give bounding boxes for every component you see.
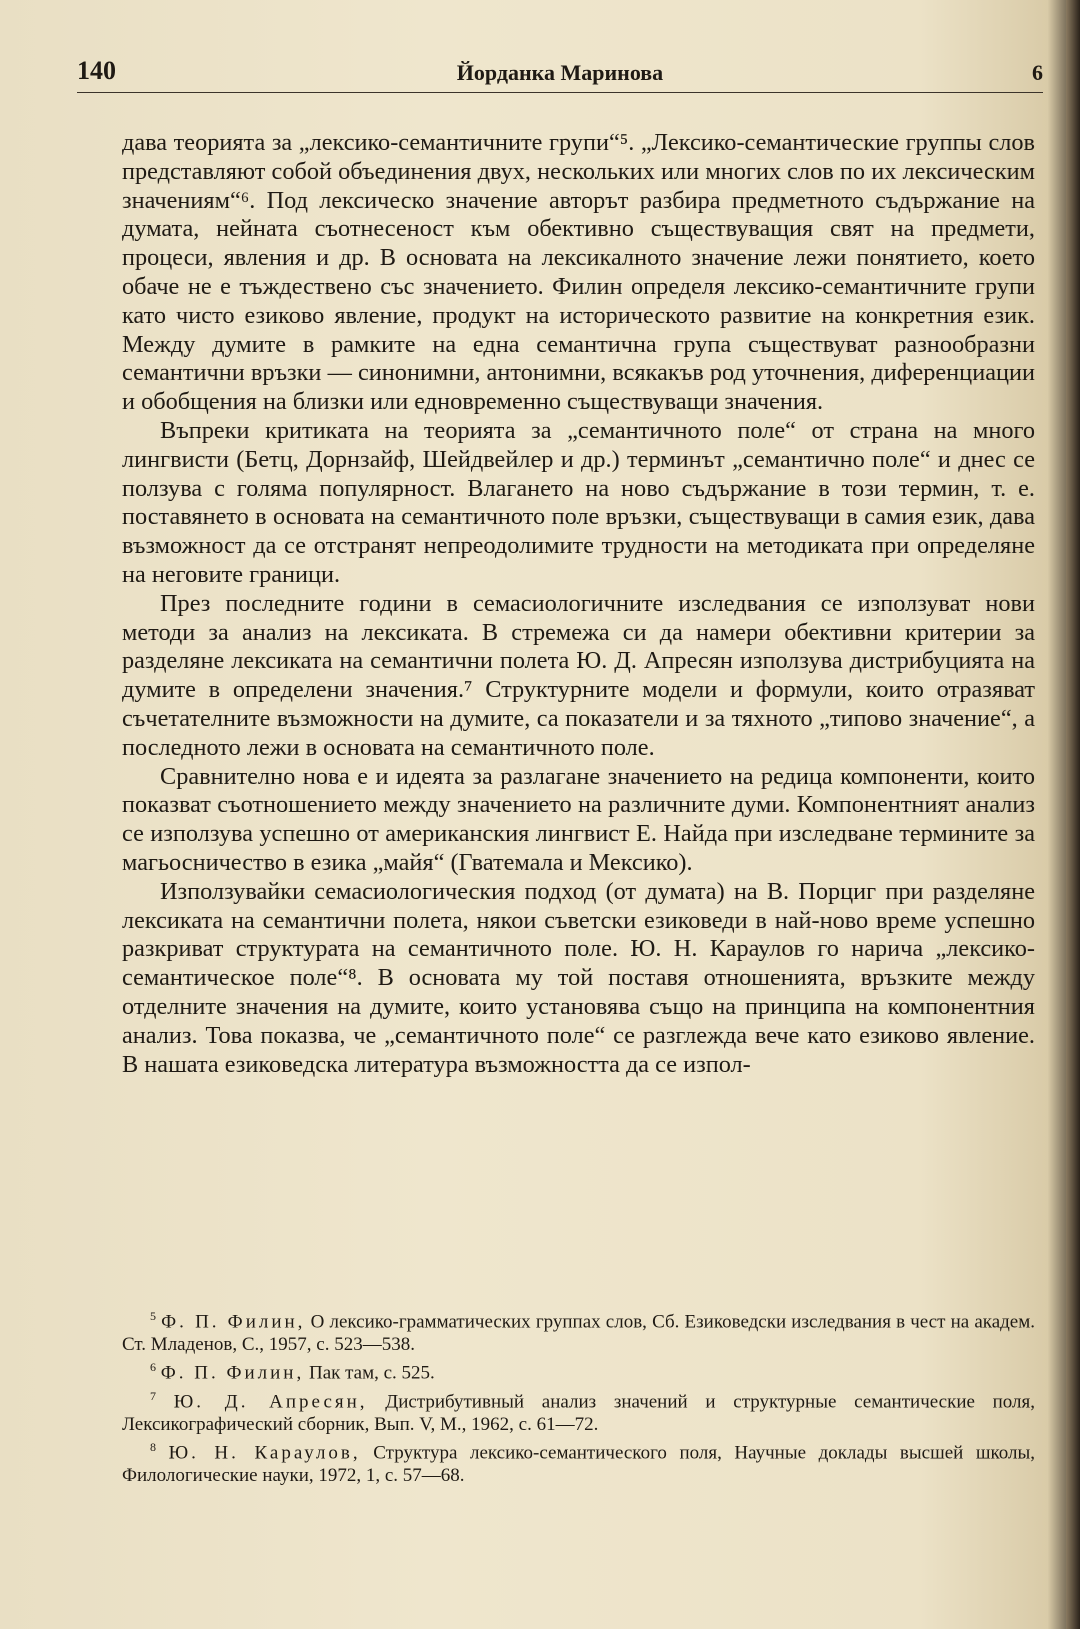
footnotes	[122, 1305, 1035, 1487]
footnote-number: 7	[150, 1388, 156, 1403]
paragraph-4: Сравнително нова е и идеята за разлагане значението на редица компоненти, които показват съотношението между значението на различните думи. Компонентният анализ се използува успешно от американския лингвист Е. Найда при изследване термините за магьосничество в езика „майя“ (Гватемала и Мексико).	[122, 762, 1035, 876]
footnote	[122, 1305, 1035, 1356]
footnote-text: Дистрибутивный анализ значений и структурные семантические поля, Лексикографический сборник, Вып. V, М., 1962, с. 61—72.	[122, 1390, 1036, 1435]
footnote-number: 8	[150, 1439, 156, 1454]
footnote-author: Ф. П. Филин,	[161, 1311, 306, 1333]
page-header	[77, 52, 1043, 93]
main-text	[122, 129, 1035, 1079]
page-number: 140	[77, 56, 116, 85]
paragraph-1: дава теорията за „лексико-семантичните групи“⁵. „Лексико-семантические группы слов представляют собой объединения двух, нескольких или многих слов по их лексическим значениям“⁶. Под лексическо значение авторът разбира предметното съдържание на думата, нейната съотнесеност към обективно съществуващия свят на предмети, процеси, явления и др. В основата на лексикалното значение лежи понятието, което обаче не е тъждествено със значението. Филин определя лексико-семантичните групи като чисто езиково явление, продукт на историческото развитие на конкретния език. Между думите в рамките на една семантична група съществуват разнообразни семантични връзки — синонимни, антонимни, всякакъв род уточнения, диференциации и обобщения на близки или едновременно съществуващи значения.	[122, 129, 1035, 416]
paragraph-5: Използувайки семасиологическия подход (от думата) на В. Порциг при разделяне лексиката на семантични полета, някои съветски езиковеди в най-ново време успешно разкриват структурата на семантичното поле. Ю. Н. Караулов го нарича „лексико-семантическое поле“⁸. В основата му той поставя отношенията, връзките между отделните значения на думите, които установява също на принципа на компонентния анализ. Това показва, че „семантичното поле“ се разглежда вече като езиково явление. В нашата езиковедска литература възможността да се изпол-	[122, 877, 1035, 1078]
footnote-text: О лексико-грамматических группах слов, Сб. Езиковедски изследвания в чест на академ. Ст. Младенов, С., 1957, с. 523—538.	[122, 1311, 1036, 1356]
page-edge-shadow	[1066, 0, 1080, 1629]
signature-mark: 6	[1032, 60, 1043, 85]
footnote-author: Ф. П. Филин,	[160, 1362, 305, 1384]
footnote	[122, 1356, 1035, 1384]
running-title: Йорданка Маринова	[456, 60, 664, 85]
footnote	[122, 1436, 1035, 1487]
footnote	[122, 1385, 1035, 1436]
footnote-text: Пак там, с. 525.	[308, 1362, 435, 1384]
footnote-author: Ю. Н. Караулов,	[168, 1442, 361, 1464]
footnote-text: Структура лексико-семантического поля, Научные доклады высшей школы, Филологические науки, 1972, 1, с. 57—68.	[122, 1442, 1036, 1487]
footnote-number: 5	[150, 1309, 156, 1323]
footnote-author: Ю. Д. Апресян,	[173, 1390, 368, 1412]
paragraph-3: През последните години в семасиологичните изследвания се използуват нови методи за анализ на лексиката. В стремежа си да намери обективни критерии за разделяне лексиката на семантични полета Ю. Д. Апресян използува дистрибуцията на думите в определени значения.⁷ Структурните модели и формули, които отразяват съчетателните възможности на думите, са показатели и за тяхното „типово значение“, а последното лежи в основата на семантичното поле.	[122, 589, 1035, 761]
footnote-number: 6	[150, 1360, 156, 1375]
paragraph-2: Въпреки критиката на теорията за „семантичното поле“ от страна на много лингвисти (Бетц, Дорнзайф, Шейдвейлер и др.) терминът „семантично поле“ и днес се ползува с голяма популярност. Влагането на ново съдържание в този термин, т. е. поставянето в основата на семантичното поле връзки, съществуващи в самия език, дава възможност да се отстранят непреодолимите трудности на методиката при определяне на неговите граници.	[122, 416, 1035, 588]
